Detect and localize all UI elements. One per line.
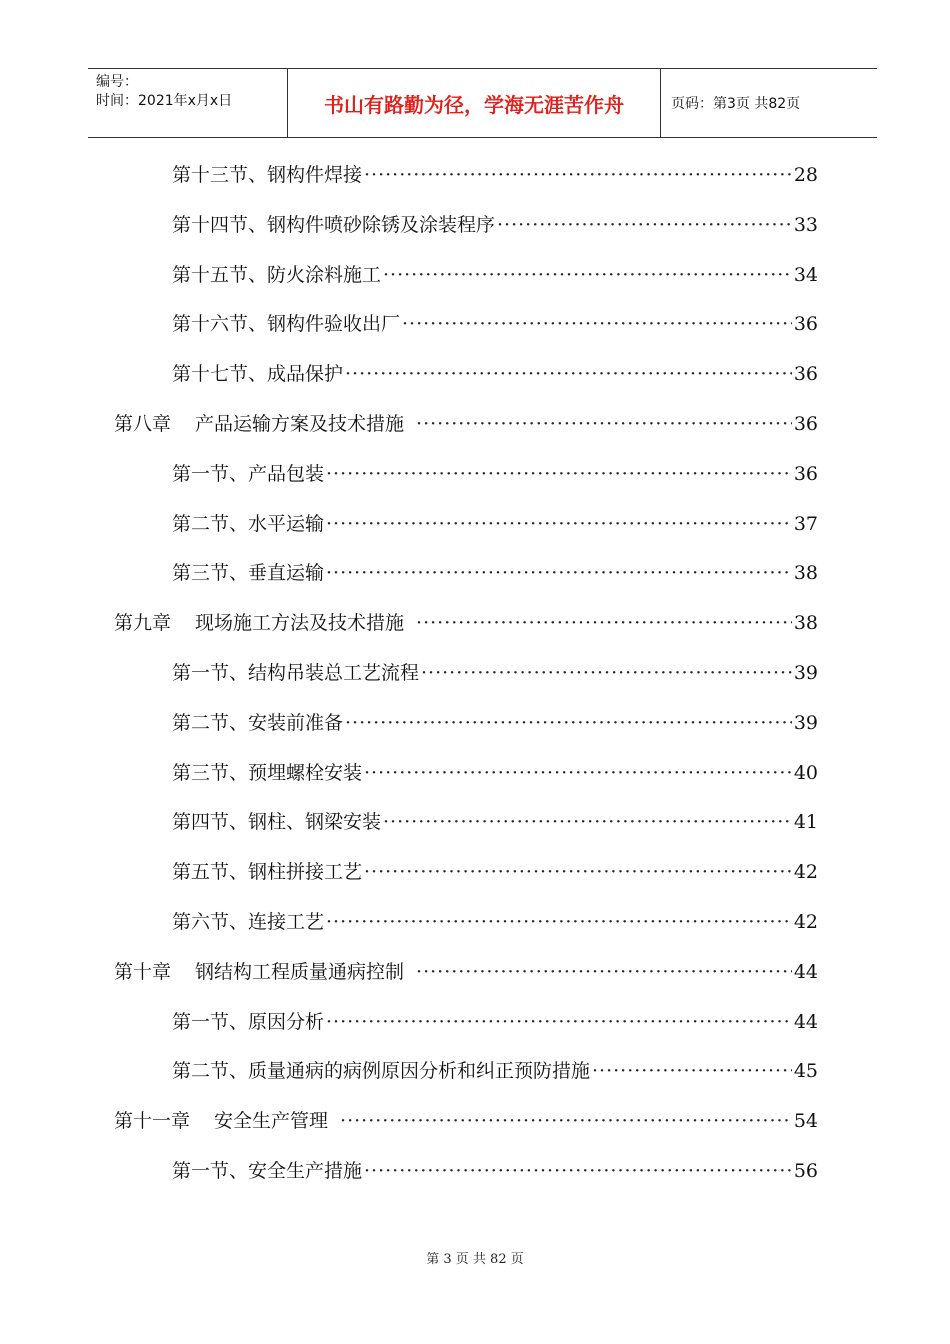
toc-entry-label: 第三节、预埋螺栓安装 xyxy=(172,761,363,784)
toc-entry-label: 第十七节、成品保护 xyxy=(172,363,344,386)
page-header xyxy=(88,68,877,138)
toc-leader-dots xyxy=(326,558,792,588)
toc-chapter-title: 现场施工方法及技术措施 xyxy=(195,612,405,635)
toc-page-number: 37 xyxy=(793,512,818,535)
toc-section-row[interactable] xyxy=(172,758,818,788)
toc-page-number: 42 xyxy=(793,861,818,884)
toc-section-row[interactable] xyxy=(172,309,818,339)
toc-section-row[interactable] xyxy=(172,658,818,688)
toc-chapter-title: 产品运输方案及技术措施 xyxy=(195,413,405,435)
toc-entry-label: 第二节、安装前准备 xyxy=(172,711,344,734)
toc-page-number: 39 xyxy=(793,662,818,684)
page-footer: 第 3 页 共 82 页 xyxy=(426,1252,524,1267)
header-page-label: 页码：第3页 共82页 xyxy=(671,96,801,112)
toc-page-number: 38 xyxy=(793,612,818,635)
toc-chapter-row[interactable] xyxy=(114,957,818,987)
toc-leader-dots xyxy=(592,1056,792,1086)
toc-section-row[interactable] xyxy=(172,708,818,738)
toc-leader-dots xyxy=(345,708,792,738)
toc-section-row[interactable] xyxy=(172,857,818,887)
toc-chapter-title: 钢结构工程质量通病控制 xyxy=(195,960,405,983)
toc-entry-label: 第十六节、钢构件验收出厂 xyxy=(172,313,401,336)
toc-page-number: 36 xyxy=(793,313,818,336)
toc-chapter-row[interactable] xyxy=(114,1106,818,1136)
toc-section-row[interactable] xyxy=(172,807,818,837)
toc-page-number: 56 xyxy=(793,1160,818,1182)
toc-section-row[interactable] xyxy=(172,1056,818,1086)
toc-leader-dots xyxy=(383,807,792,837)
toc-entry-label: 第一节、产品包装 xyxy=(172,462,325,485)
toc-section-row[interactable] xyxy=(172,558,818,588)
toc-section-row[interactable] xyxy=(172,1156,818,1186)
toc-section-row[interactable] xyxy=(172,359,818,389)
toc-section-row[interactable] xyxy=(172,907,818,937)
toc-entry-label: 第五节、钢柱拼接工艺 xyxy=(172,861,363,884)
toc-leader-dots xyxy=(364,160,792,190)
toc-page-number: 39 xyxy=(793,711,818,734)
toc-section-row[interactable] xyxy=(172,459,818,489)
toc-leader-dots xyxy=(402,309,792,339)
toc-page-number: 42 xyxy=(793,911,818,933)
toc-page-number: 45 xyxy=(793,1060,818,1083)
toc-leader-dots xyxy=(416,957,792,987)
toc-page-number: 41 xyxy=(793,811,818,834)
toc-entry-label: 第十五节、防火涂料施工 xyxy=(172,263,382,286)
toc-page-number: 44 xyxy=(793,1010,818,1033)
toc-entry-label xyxy=(114,608,414,638)
toc-page-number: 54 xyxy=(793,1110,818,1133)
toc-chapter-row[interactable] xyxy=(114,409,818,439)
toc-page-number: 34 xyxy=(793,263,818,286)
toc-page-number: 28 xyxy=(793,164,818,186)
toc-entry-label: 第三节、垂直运输 xyxy=(172,562,325,585)
toc-entry-label: 第六节、连接工艺 xyxy=(172,911,325,933)
toc-leader-dots xyxy=(345,359,792,389)
toc-leader-dots xyxy=(421,658,792,688)
toc-leader-dots xyxy=(326,907,792,937)
toc-chapter-number: 第十章 xyxy=(114,960,172,983)
toc-leader-dots xyxy=(497,210,792,240)
toc-page-number: 36 xyxy=(793,462,818,485)
toc-leader-dots xyxy=(383,260,792,290)
toc-leader-dots xyxy=(340,1106,792,1136)
toc-page-number: 44 xyxy=(793,960,818,983)
toc-leader-dots xyxy=(326,509,792,539)
toc-page-number: 38 xyxy=(793,562,818,585)
toc-section-row[interactable] xyxy=(172,1007,818,1037)
toc-page-number: 36 xyxy=(793,363,818,386)
toc-entry-label xyxy=(114,1106,338,1136)
toc-entry-label: 第十三节、钢构件焊接 xyxy=(172,164,363,186)
toc-section-row[interactable] xyxy=(172,260,818,290)
toc-entry-label: 第十四节、钢构件喷砂除锈及涂装程序 xyxy=(172,213,496,236)
toc-entry-label: 第二节、水平运输 xyxy=(172,512,325,535)
toc-entry-label: 第四节、钢柱、钢梁安装 xyxy=(172,811,382,834)
header-motto: 书山有路勤为径，学海无涯苦作舟 xyxy=(288,69,661,137)
toc-chapter-row[interactable] xyxy=(114,608,818,638)
toc-chapter-number: 第十一章 xyxy=(114,1110,191,1133)
toc-entry-label: 第二节、质量通病的病例原因分析和纠正预防措施 xyxy=(172,1060,591,1083)
toc-section-row[interactable] xyxy=(172,210,818,240)
toc-section-row[interactable] xyxy=(172,509,818,539)
toc-leader-dots xyxy=(364,857,792,887)
toc-entry-label xyxy=(114,409,414,439)
toc-page-number: 36 xyxy=(793,413,818,435)
toc-leader-dots xyxy=(326,459,792,489)
toc-chapter-number: 第九章 xyxy=(114,612,172,635)
toc-entry-label xyxy=(114,957,414,987)
toc-leader-dots xyxy=(364,758,792,788)
toc-leader-dots xyxy=(416,409,792,439)
time-label: 时间：2021年x月x日 xyxy=(96,93,233,109)
code-label: 编号： xyxy=(96,74,138,90)
toc-entry-label: 第一节、结构吊装总工艺流程 xyxy=(172,662,420,684)
toc-leader-dots xyxy=(416,608,792,638)
toc-entry-label: 第一节、原因分析 xyxy=(172,1010,325,1033)
toc-leader-dots xyxy=(326,1007,792,1037)
toc-chapter-title: 安全生产管理 xyxy=(214,1110,329,1133)
toc-page-number: 33 xyxy=(793,213,818,236)
toc-page-number: 40 xyxy=(793,761,818,784)
header-meta xyxy=(88,69,288,137)
toc-leader-dots xyxy=(364,1156,792,1186)
toc-section-row[interactable] xyxy=(172,160,818,190)
toc-entry-label: 第一节、安全生产措施 xyxy=(172,1160,363,1182)
toc-chapter-number: 第八章 xyxy=(114,413,172,435)
